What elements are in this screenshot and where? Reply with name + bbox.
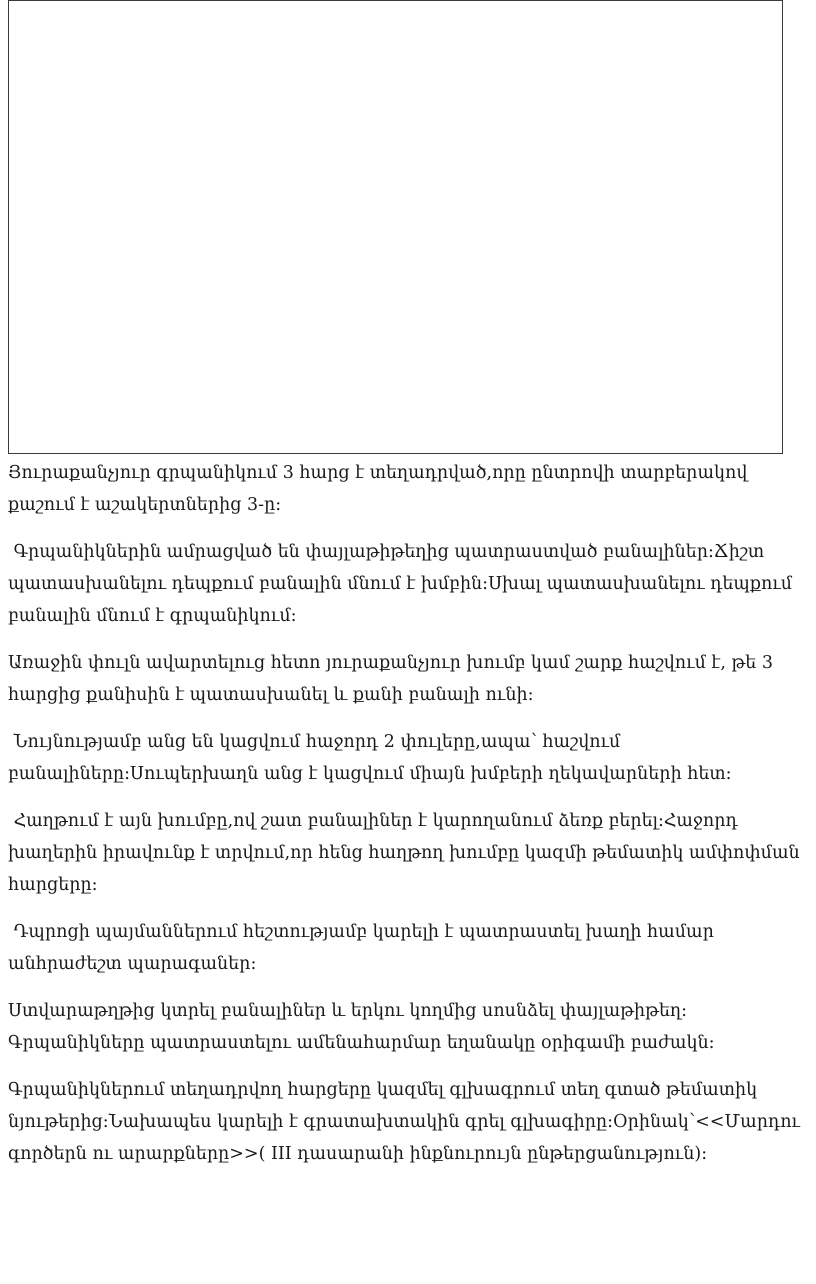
paragraph-winner: Հաղթում է այն խումբը,ով շատ բանալիներ է կարողանում ձեռք բերել:Հաջորդ խաղերին իրավունք է տրվում,որ հենց հաղթող խումբը կազմի թեմատիկ ամփոփման հարցերը:	[8, 811, 806, 895]
paragraph-pocket-questions: Գրպանիկներում տեղադրվող հարցերը կազմել գլխագրում տեղ գտած թեմատիկ նյութերից:Նախապես կարելի է գրատախտակին գրել գլխագիրը:Օրինակ՝<<Մարդու գործերն ու արարքները>>( III դասարանի ինքնուրույն ընթերցանություն):	[8, 1080, 806, 1164]
paragraph-supplies: Դպրոցի պայմաններում հեշտությամբ կարելի է պատրաստել խաղի համար անհրաժեշտ պարագաներ:	[8, 922, 720, 974]
paragraph-first-round: Առաջին փուլն ավարտելուց հետո յուրաքանչյուր խումբ կամ շարք հաշվում է, թե 3 հարցից քանիսին է պատասխանել և քանի բանալի ունի:	[8, 653, 779, 705]
image-placeholder	[8, 0, 783, 454]
paragraph-make-keys: Ստվարաթղթից կտրել բանալիներ և երկու կողմից սոսնձել փայլաթիթեղ: Գրպանիկները պատրաստելու ամենահարմար եղանակը օրիգամի բաժակն:	[8, 1001, 715, 1053]
document-body	[8, 457, 808, 1185]
paragraph-next-rounds: Նույնությամբ անց են կացվում հաջորդ 2 փուլերը,ապա՝ հաշվում բանալիները:Սուպերխաղն անց է կացվում միայն խմբերի ղեկավարների հետ:	[8, 732, 732, 784]
paragraph-questions-per-pocket: Յուրաքանչյուր գրպանիկում 3 հարց է տեղադրված,որը ընտրովի տարբերակով քաշում է աշակերտներից 3-ը:	[8, 463, 753, 515]
paragraph-keys-attached: Գրպանիկներին ամրացված են փայլաթիթեղից պատրաստված բանալիներ:Ճիշտ պատասխանելու դեպքում բանալին մնում է խմբին:Սխալ պատասխանելու դեպքում բանալին մնում է գրպանիկում:	[8, 542, 798, 626]
